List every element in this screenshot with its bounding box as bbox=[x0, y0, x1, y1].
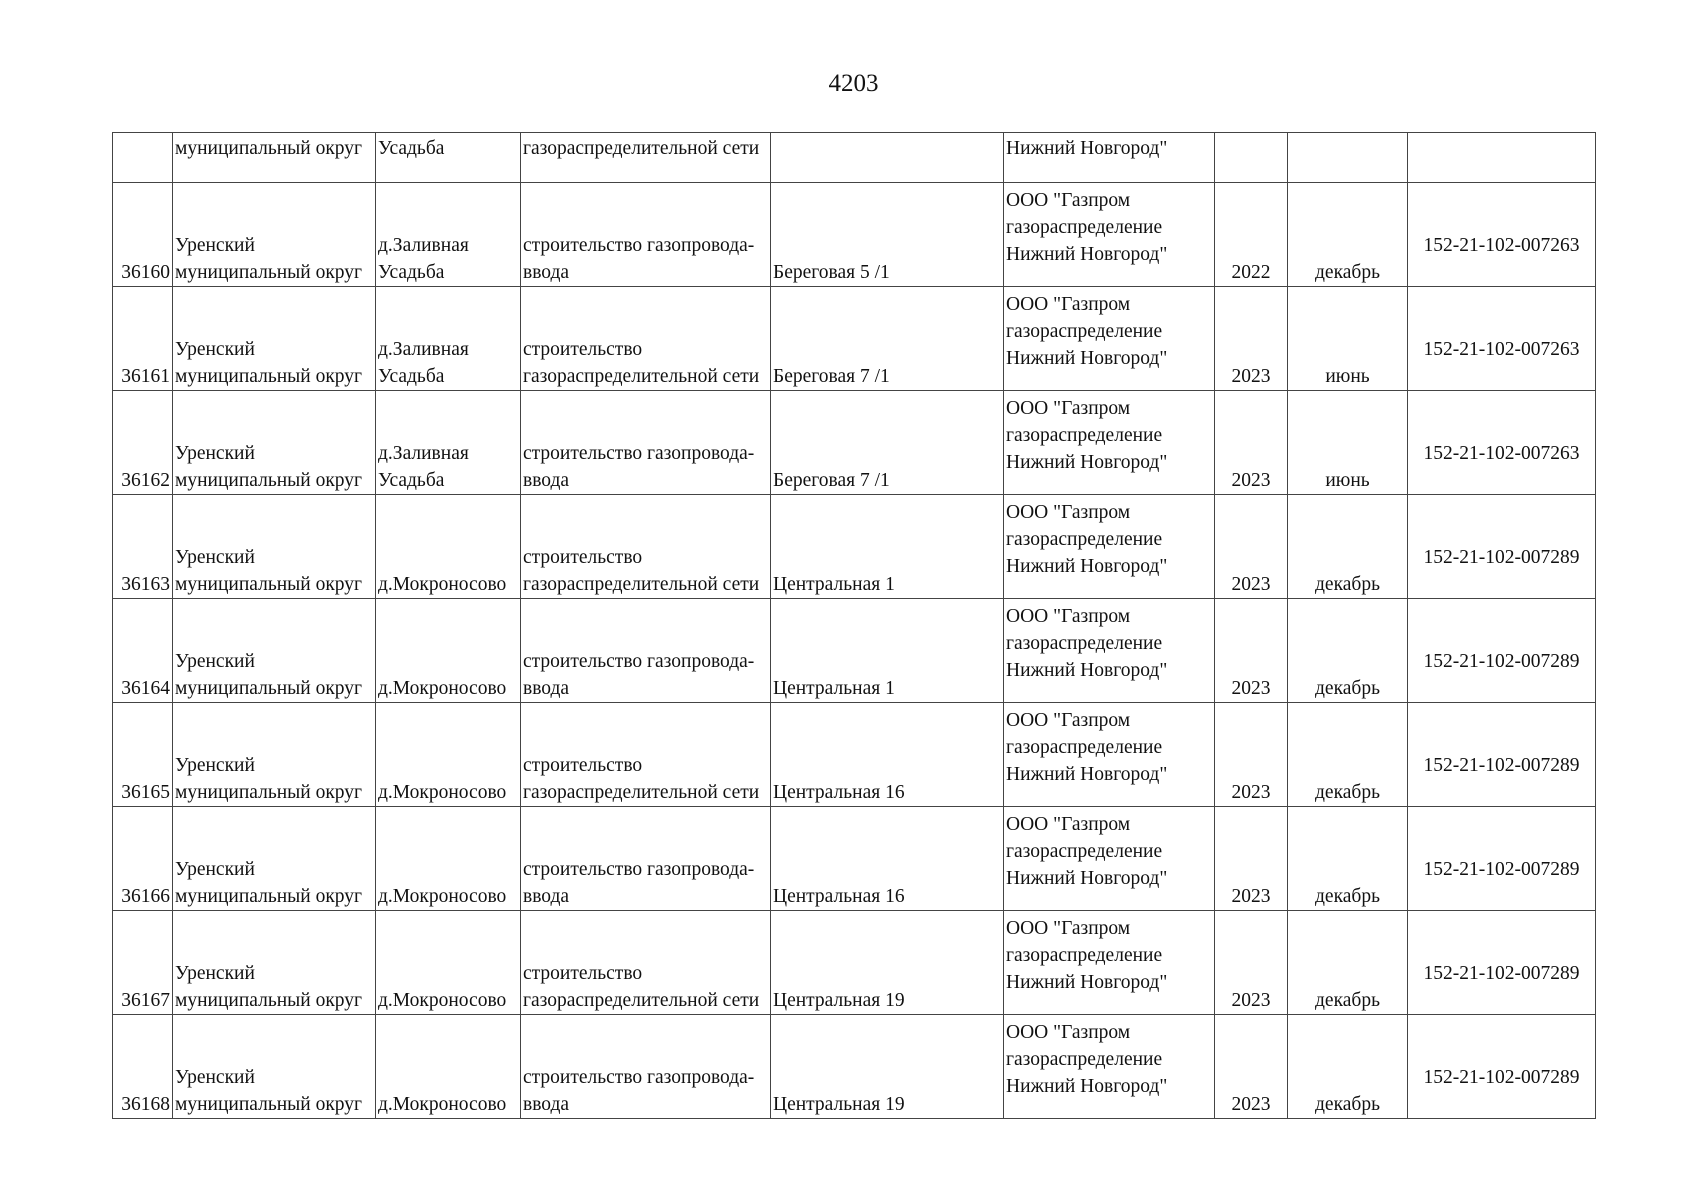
municipality-cell bbox=[173, 703, 376, 807]
work-type-cell bbox=[521, 911, 771, 1015]
work-type-text: ввода bbox=[523, 886, 570, 907]
municipality-cell bbox=[173, 133, 376, 183]
organization-text: Нижний Новгород" bbox=[1006, 452, 1168, 473]
table-row bbox=[113, 287, 1596, 391]
month-text: июнь bbox=[1325, 470, 1370, 491]
locality-text: д.Заливная bbox=[378, 443, 469, 464]
code-text: 152-21-102-007289 bbox=[1423, 651, 1580, 672]
address-cell bbox=[771, 1015, 1004, 1119]
month-cell bbox=[1288, 1015, 1408, 1119]
work-type-text: строительство bbox=[523, 339, 643, 360]
organization-cell bbox=[1004, 807, 1215, 911]
municipality-text: Уренский bbox=[175, 339, 255, 360]
locality-text: Усадьба bbox=[378, 470, 445, 491]
organization-cell bbox=[1004, 391, 1215, 495]
organization-text: Нижний Новгород" bbox=[1006, 348, 1168, 369]
municipality-cell bbox=[173, 1015, 376, 1119]
month-cell bbox=[1288, 391, 1408, 495]
municipality-text: Уренский bbox=[175, 443, 255, 464]
year-text: 2023 bbox=[1231, 678, 1271, 699]
record-id-cell bbox=[113, 807, 173, 911]
code-text: 152-21-102-007263 bbox=[1423, 235, 1580, 256]
code-cell bbox=[1408, 391, 1596, 495]
organization-text: Нижний Новгород" bbox=[1006, 972, 1168, 993]
municipality-text: Уренский bbox=[175, 1067, 255, 1088]
month-text: декабрь bbox=[1315, 1094, 1380, 1115]
year-text: 2023 bbox=[1231, 990, 1271, 1011]
page-number: 4203 bbox=[828, 70, 879, 97]
locality-cell bbox=[376, 599, 521, 703]
municipality-cell bbox=[173, 287, 376, 391]
locality-cell bbox=[376, 911, 521, 1015]
organization-cell bbox=[1004, 495, 1215, 599]
address-text: Центральная 19 bbox=[773, 1094, 905, 1115]
code-cell bbox=[1408, 133, 1596, 183]
locality-text: Усадьба bbox=[378, 262, 445, 283]
locality-text: д.Мокроносово bbox=[378, 1094, 507, 1115]
organization-cell bbox=[1004, 703, 1215, 807]
organization-text: ООО "Газпром bbox=[1006, 606, 1131, 627]
organization-text: газораспределение bbox=[1006, 945, 1163, 966]
locality-cell bbox=[376, 287, 521, 391]
record-id-text: 36167 bbox=[121, 990, 170, 1011]
month-text: декабрь bbox=[1315, 782, 1380, 803]
table-row-continued bbox=[113, 133, 1596, 183]
work-type-text: строительство газопровода- bbox=[523, 443, 755, 464]
organization-text: ООО "Газпром bbox=[1006, 710, 1131, 731]
municipality-cell bbox=[173, 911, 376, 1015]
table-row bbox=[113, 911, 1596, 1015]
municipality-text: муниципальный округ bbox=[175, 470, 363, 491]
year-text: 2023 bbox=[1231, 782, 1271, 803]
work-type-cell bbox=[521, 287, 771, 391]
code-text: 152-21-102-007289 bbox=[1423, 1067, 1580, 1088]
year-cell bbox=[1215, 599, 1288, 703]
municipality-text: Уренский bbox=[175, 235, 255, 256]
organization-text: газораспределение bbox=[1006, 633, 1163, 654]
record-id-cell bbox=[113, 183, 173, 287]
municipality-text: муниципальный округ bbox=[175, 262, 363, 283]
code-text: 152-21-102-007289 bbox=[1423, 963, 1580, 984]
locality-cell bbox=[376, 1015, 521, 1119]
organization-text: Нижний Новгород" bbox=[1006, 1076, 1168, 1097]
code-cell bbox=[1408, 703, 1596, 807]
record-id-cell bbox=[113, 287, 173, 391]
municipality-text: муниципальный округ bbox=[175, 138, 363, 159]
code-text: 152-21-102-007263 bbox=[1423, 339, 1580, 360]
record-id-text: 36168 bbox=[121, 1094, 170, 1115]
month-cell bbox=[1288, 495, 1408, 599]
work-type-text: ввода bbox=[523, 1094, 570, 1115]
work-type-text: строительство газопровода- bbox=[523, 235, 755, 256]
year-text: 2022 bbox=[1231, 262, 1271, 283]
record-id-cell bbox=[113, 599, 173, 703]
locality-text: д.Мокроносово bbox=[378, 678, 507, 699]
organization-text: Нижний Новгород" bbox=[1006, 764, 1168, 785]
organization-text: ООО "Газпром bbox=[1006, 502, 1131, 523]
work-type-cell bbox=[521, 133, 771, 183]
year-text: 2023 bbox=[1231, 366, 1271, 387]
year-cell bbox=[1215, 183, 1288, 287]
work-type-text: строительство bbox=[523, 547, 643, 568]
organization-text: ООО "Газпром bbox=[1006, 814, 1131, 835]
address-cell bbox=[771, 495, 1004, 599]
year-cell bbox=[1215, 911, 1288, 1015]
year-cell bbox=[1215, 703, 1288, 807]
organization-text: ООО "Газпром bbox=[1006, 294, 1131, 315]
municipality-cell bbox=[173, 183, 376, 287]
organization-text: Нижний Новгород" bbox=[1006, 244, 1168, 265]
organization-text: ООО "Газпром bbox=[1006, 398, 1131, 419]
organization-text: газораспределение bbox=[1006, 529, 1163, 550]
municipality-text: Уренский bbox=[175, 547, 255, 568]
month-text: июнь bbox=[1325, 366, 1370, 387]
organization-cell bbox=[1004, 911, 1215, 1015]
code-cell bbox=[1408, 287, 1596, 391]
year-cell bbox=[1215, 807, 1288, 911]
work-type-cell bbox=[521, 183, 771, 287]
address-cell bbox=[771, 703, 1004, 807]
year-cell bbox=[1215, 287, 1288, 391]
locality-text: д.Заливная bbox=[378, 339, 469, 360]
locality-text: д.Заливная bbox=[378, 235, 469, 256]
record-id-cell bbox=[113, 495, 173, 599]
year-text: 2023 bbox=[1231, 886, 1271, 907]
address-cell bbox=[771, 287, 1004, 391]
municipality-cell bbox=[173, 807, 376, 911]
locality-text: д.Мокроносово bbox=[378, 990, 507, 1011]
table-row bbox=[113, 807, 1596, 911]
address-cell bbox=[771, 391, 1004, 495]
organization-text: Нижний Новгород" bbox=[1006, 138, 1168, 159]
municipality-text: Уренский bbox=[175, 963, 255, 984]
organization-text: газораспределение bbox=[1006, 217, 1163, 238]
work-type-text: строительство газопровода- bbox=[523, 859, 755, 880]
address-cell bbox=[771, 807, 1004, 911]
address-text: Центральная 16 bbox=[773, 782, 905, 803]
work-type-text: газораспределительной сети bbox=[523, 138, 760, 159]
code-cell bbox=[1408, 495, 1596, 599]
municipality-text: муниципальный округ bbox=[175, 782, 363, 803]
municipality-text: муниципальный округ bbox=[175, 678, 363, 699]
year-text: 2023 bbox=[1231, 470, 1271, 491]
month-cell bbox=[1288, 287, 1408, 391]
address-cell bbox=[771, 911, 1004, 1015]
municipality-cell bbox=[173, 599, 376, 703]
month-text: декабрь bbox=[1315, 886, 1380, 907]
year-cell bbox=[1215, 495, 1288, 599]
municipality-text: Уренский bbox=[175, 651, 255, 672]
organization-text: газораспределение bbox=[1006, 425, 1163, 446]
work-type-cell bbox=[521, 807, 771, 911]
work-type-text: строительство bbox=[523, 755, 643, 776]
locality-text: Усадьба bbox=[378, 138, 445, 159]
code-text: 152-21-102-007289 bbox=[1423, 859, 1580, 880]
code-cell bbox=[1408, 183, 1596, 287]
organization-text: ООО "Газпром bbox=[1006, 918, 1131, 939]
year-text: 2023 bbox=[1231, 1094, 1271, 1115]
organization-text: ООО "Газпром bbox=[1006, 190, 1131, 211]
work-type-cell bbox=[521, 391, 771, 495]
municipality-cell bbox=[173, 391, 376, 495]
table-row bbox=[113, 495, 1596, 599]
organization-text: газораспределение bbox=[1006, 321, 1163, 342]
work-type-text: ввода bbox=[523, 470, 570, 491]
locality-text: Усадьба bbox=[378, 366, 445, 387]
municipality-text: муниципальный округ bbox=[175, 1094, 363, 1115]
work-type-text: ввода bbox=[523, 262, 570, 283]
municipality-cell bbox=[173, 495, 376, 599]
work-type-cell bbox=[521, 1015, 771, 1119]
address-text: Центральная 16 bbox=[773, 886, 905, 907]
organization-cell bbox=[1004, 1015, 1215, 1119]
address-cell bbox=[771, 133, 1004, 183]
work-type-cell bbox=[521, 703, 771, 807]
locality-cell bbox=[376, 495, 521, 599]
code-text: 152-21-102-007263 bbox=[1423, 443, 1580, 464]
work-type-text: газораспределительной сети bbox=[523, 782, 760, 803]
code-cell bbox=[1408, 807, 1596, 911]
record-id-cell bbox=[113, 703, 173, 807]
record-id-cell bbox=[113, 911, 173, 1015]
record-id-text: 36162 bbox=[121, 470, 170, 491]
code-cell bbox=[1408, 911, 1596, 1015]
organization-cell bbox=[1004, 133, 1215, 183]
organization-text: ООО "Газпром bbox=[1006, 1022, 1131, 1043]
year-cell bbox=[1215, 133, 1288, 183]
month-cell bbox=[1288, 703, 1408, 807]
work-type-text: строительство газопровода- bbox=[523, 1067, 755, 1088]
month-text: декабрь bbox=[1315, 678, 1380, 699]
work-type-text: строительство газопровода- bbox=[523, 651, 755, 672]
month-text: декабрь bbox=[1315, 574, 1380, 595]
table-row bbox=[113, 599, 1596, 703]
address-text: Береговая 7 /1 bbox=[773, 470, 890, 491]
month-cell bbox=[1288, 911, 1408, 1015]
record-id-text: 36160 bbox=[121, 262, 170, 283]
organization-cell bbox=[1004, 599, 1215, 703]
locality-text: д.Мокроносово bbox=[378, 886, 507, 907]
year-text: 2023 bbox=[1231, 574, 1271, 595]
locality-cell bbox=[376, 133, 521, 183]
address-cell bbox=[771, 599, 1004, 703]
record-id-text: 36163 bbox=[121, 574, 170, 595]
record-id-text: 36166 bbox=[121, 886, 170, 907]
locality-cell bbox=[376, 807, 521, 911]
locality-text: д.Мокроносово bbox=[378, 782, 507, 803]
organization-text: Нижний Новгород" bbox=[1006, 660, 1168, 681]
address-text: Береговая 7 /1 bbox=[773, 366, 890, 387]
municipality-text: муниципальный округ bbox=[175, 366, 363, 387]
organization-text: Нижний Новгород" bbox=[1006, 868, 1168, 889]
locality-cell bbox=[376, 391, 521, 495]
municipality-text: муниципальный округ bbox=[175, 886, 363, 907]
work-type-text: газораспределительной сети bbox=[523, 366, 760, 387]
address-cell bbox=[771, 183, 1004, 287]
locality-text: д.Мокроносово bbox=[378, 574, 507, 595]
code-text: 152-21-102-007289 bbox=[1423, 755, 1580, 776]
work-type-cell bbox=[521, 599, 771, 703]
month-cell bbox=[1288, 599, 1408, 703]
work-type-text: ввода bbox=[523, 678, 570, 699]
address-text: Центральная 1 bbox=[773, 678, 895, 699]
table-row bbox=[113, 703, 1596, 807]
code-text: 152-21-102-007289 bbox=[1423, 547, 1580, 568]
address-text: Центральная 19 bbox=[773, 990, 905, 1011]
year-cell bbox=[1215, 391, 1288, 495]
address-text: Береговая 5 /1 bbox=[773, 262, 890, 283]
month-cell bbox=[1288, 807, 1408, 911]
work-type-cell bbox=[521, 495, 771, 599]
municipality-text: Уренский bbox=[175, 755, 255, 776]
work-type-text: газораспределительной сети bbox=[523, 574, 760, 595]
month-cell bbox=[1288, 133, 1408, 183]
month-cell bbox=[1288, 183, 1408, 287]
work-type-text: строительство bbox=[523, 963, 643, 984]
record-id-cell bbox=[113, 391, 173, 495]
organization-text: газораспределение bbox=[1006, 1049, 1163, 1070]
month-text: декабрь bbox=[1315, 990, 1380, 1011]
organization-text: газораспределение bbox=[1006, 841, 1163, 862]
year-cell bbox=[1215, 1015, 1288, 1119]
record-id-text: 36165 bbox=[121, 782, 170, 803]
municipality-text: муниципальный округ bbox=[175, 990, 363, 1011]
record-id-cell bbox=[113, 133, 173, 183]
municipality-text: муниципальный округ bbox=[175, 574, 363, 595]
code-cell bbox=[1408, 599, 1596, 703]
locality-cell bbox=[376, 183, 521, 287]
table-row bbox=[113, 1015, 1596, 1119]
record-id-text: 36161 bbox=[121, 366, 170, 387]
organization-text: газораспределение bbox=[1006, 737, 1163, 758]
work-type-text: газораспределительной сети bbox=[523, 990, 760, 1011]
locality-cell bbox=[376, 703, 521, 807]
code-cell bbox=[1408, 1015, 1596, 1119]
record-id-cell bbox=[113, 1015, 173, 1119]
table-row bbox=[113, 391, 1596, 495]
gas-works-table bbox=[112, 132, 1596, 1119]
organization-text: Нижний Новгород" bbox=[1006, 556, 1168, 577]
municipality-text: Уренский bbox=[175, 859, 255, 880]
organization-cell bbox=[1004, 183, 1215, 287]
record-id-text: 36164 bbox=[121, 678, 170, 699]
organization-cell bbox=[1004, 287, 1215, 391]
address-text: Центральная 1 bbox=[773, 574, 895, 595]
table-row bbox=[113, 183, 1596, 287]
month-text: декабрь bbox=[1315, 262, 1380, 283]
